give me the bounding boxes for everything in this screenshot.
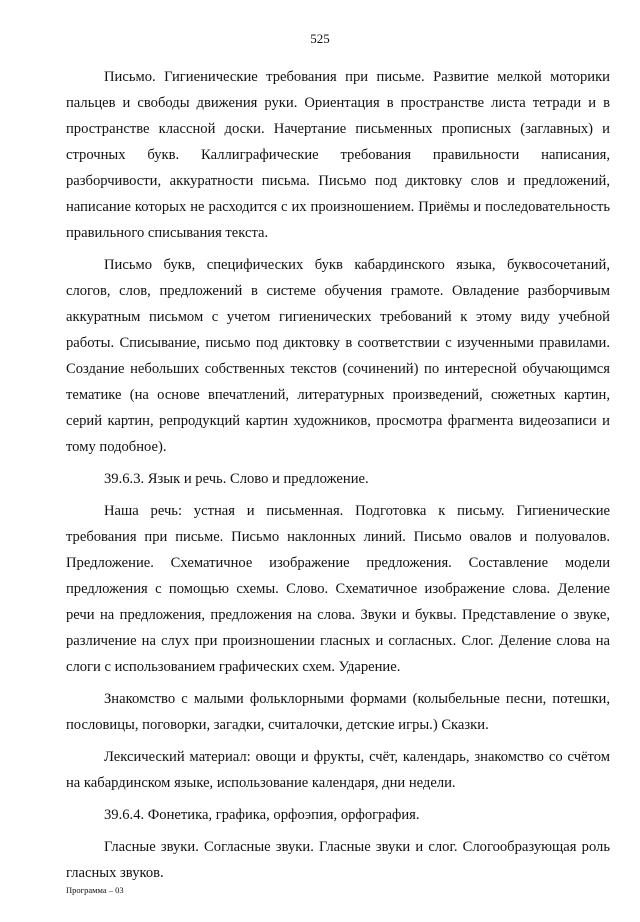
page-body	[66, 64, 610, 892]
footer-program-label: Программа – 03	[66, 885, 124, 895]
paragraph-folklore: Знакомство с малыми фольклорными формами (колыбельные песни, потешки, пословицы, поговорки, загадки, считалочки, детские игры.) Сказки.	[66, 691, 610, 733]
paragraph-speech-sentence: Наша речь: устная и письменная. Подготовка к письму. Гигиенические требования при письме. Письмо наклонных линий. Письмо овалов и полуовалов. Предложение. Схематичное изображение предложения. Составление модели предложения с помощью схемы. Слово. Схематичное изображение слова. Деление речи на предложения, предложения на слова. Звуки и буквы. Представление о звуке, различение на слух при произношении гласных и согласных. Слог. Деление слова на слоги с использованием графических схем. Ударение.	[66, 503, 610, 675]
section-heading-39-6-4: 39.6.4. Фонетика, графика, орфоэпия, орфография.	[104, 807, 420, 823]
page-number: 525	[310, 31, 330, 46]
paragraph-kabardian-letters: Письмо букв, специфических букв кабардинского языка, буквосочетаний, слогов, слов, предложений в системе обучения грамоте. Овладение разборчивым аккуратным письмом с учетом гигиенических требований к этому виду учебной работы. Списывание, письмо под диктовку в соответствии с изученными правилами. Создание небольших собственных текстов (сочинений) по интересной обучающимся тематике (на основе впечатлений, литературных произведений, сюжетных картин, серий картин, репродукций картин художников, просмотра фрагмента видеозаписи и тому подобное).	[66, 257, 610, 455]
paragraph-writing-hygiene: Письмо. Гигиенические требования при письме. Развитие мелкой моторики пальцев и свободы движения руки. Ориентация в пространстве листа тетради и в пространстве классной доски. Начертание письменных прописных (заглавных) и строчных букв. Каллиграфические требования правильности написания, разборчивости, аккуратности письма. Письмо под диктовку слов и предложений, написание которых не расходится с их произношением. Приёмы и последовательность правильного списывания текста.	[66, 69, 610, 241]
paragraph-vowels: Гласные звуки. Согласные звуки. Гласные звуки и слог. Слогообразующая роль гласных звуков.	[66, 839, 610, 881]
paragraph-lexical-material: Лексический материал: овощи и фрукты, счёт, календарь, знакомство со счётом на кабардинском языке, использование календаря, дни недели.	[66, 749, 610, 791]
section-heading-39-6-3: 39.6.3. Язык и речь. Слово и предложение.	[104, 471, 369, 487]
